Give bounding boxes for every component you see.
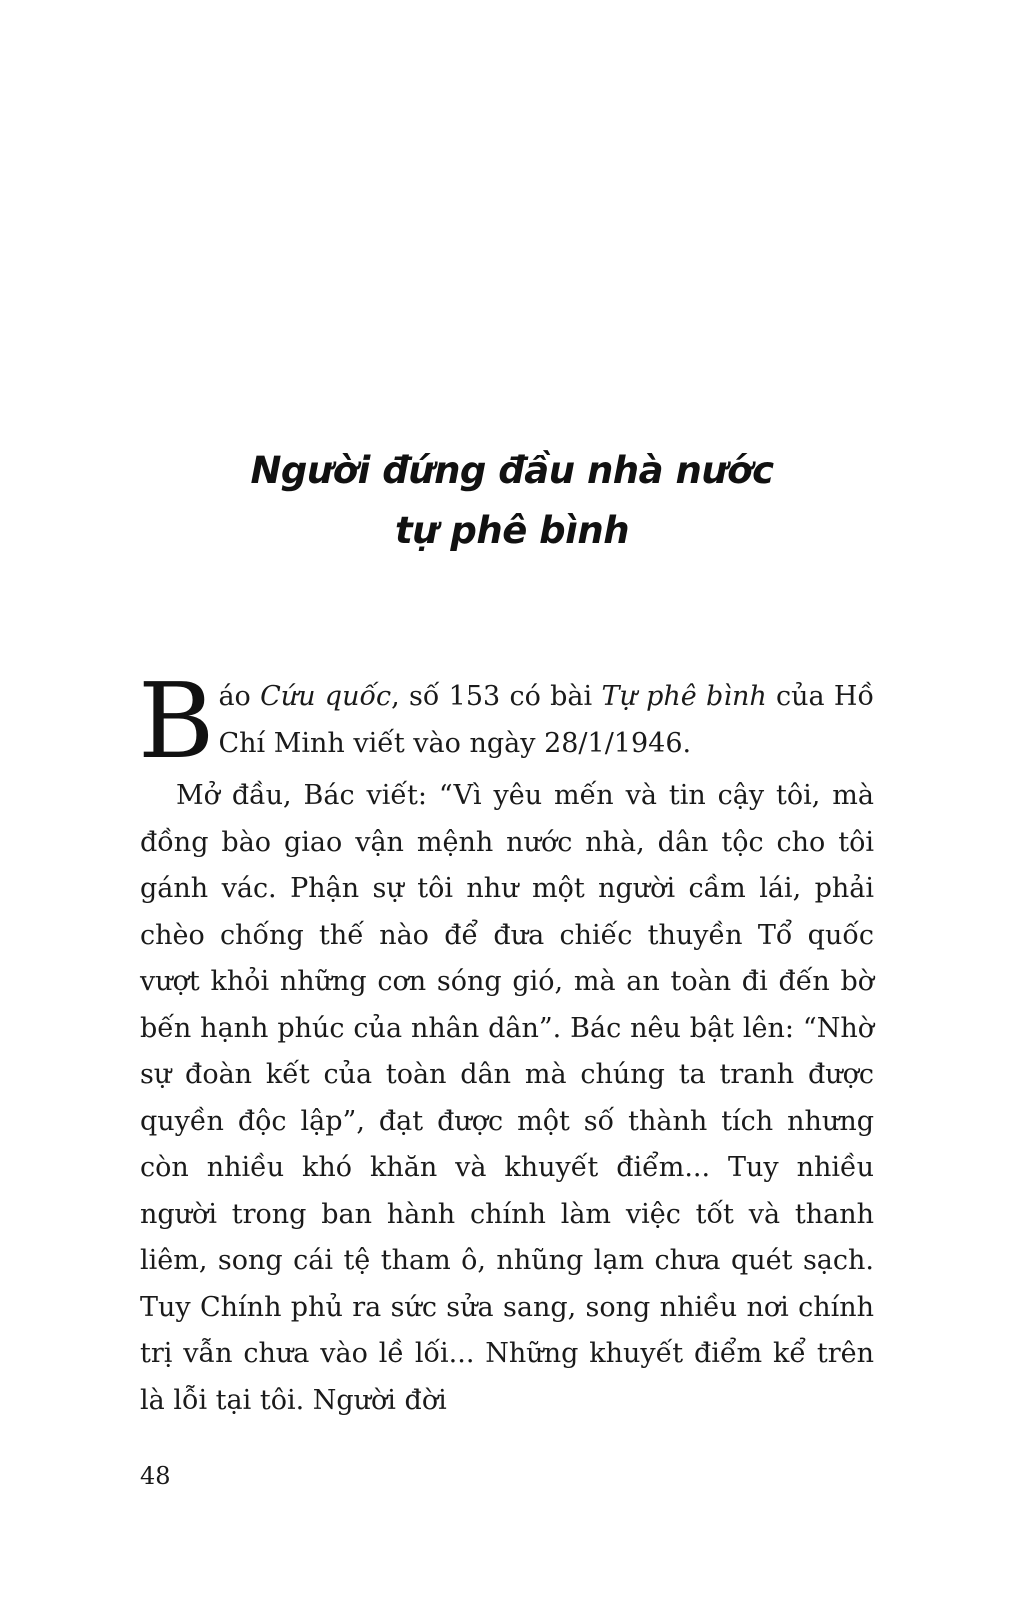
paragraph-2: Mở đầu, Bác viết: “Vì yêu mến và tin cậy tôi, mà đồng bào giao vận mệnh nước nhà, dân tộc cho tôi gánh vác. Phận sự tôi như một người cầm lái, phải chèo chống thế nào để đưa chiếc thuyền Tổ quốc vượt khỏi những cơn sóng gió, mà an toàn đi đến bờ bến hạnh phúc của nhân dân”. Bác nêu bật lên: “Nhờ sự đoàn kết của toàn dân mà chúng ta tranh được quyền độc lập”, đạt được một số thành tích nhưng còn nhiều khó khăn và khuyết điểm... Tuy nhiều người trong ban hành chính làm việc tốt và thanh liêm, song cái tệ tham ô, nhũng lạm chưa quét sạch. Tuy Chính phủ ra sức sửa sang, song nhiều nơi chính trị vẫn chưa vào lề lối... Những khuyết điểm kể trên là lỗi tại tôi. Người đời [140, 780, 874, 1416]
page-number: 48 [140, 1462, 171, 1490]
paragraph-1-text-b: , số 153 có bài [391, 681, 602, 712]
chapter-title-line-2: tự phê bình [394, 508, 630, 552]
chapter-title-line-1: Người đứng đầu nhà nước [250, 448, 774, 492]
chapter-title [0, 441, 1024, 561]
newspaper-name: Cứu quốc [260, 681, 392, 712]
drop-cap: B [138, 660, 215, 782]
paragraph-1-text-c: của Hồ Chí Minh viết vào ngày 28/1/1946. [218, 681, 874, 759]
paragraph-1 [138, 660, 874, 782]
body-text [138, 660, 874, 1424]
paragraph-1-text-a: áo [218, 681, 261, 712]
article-title: Tự phê bình [601, 681, 767, 712]
